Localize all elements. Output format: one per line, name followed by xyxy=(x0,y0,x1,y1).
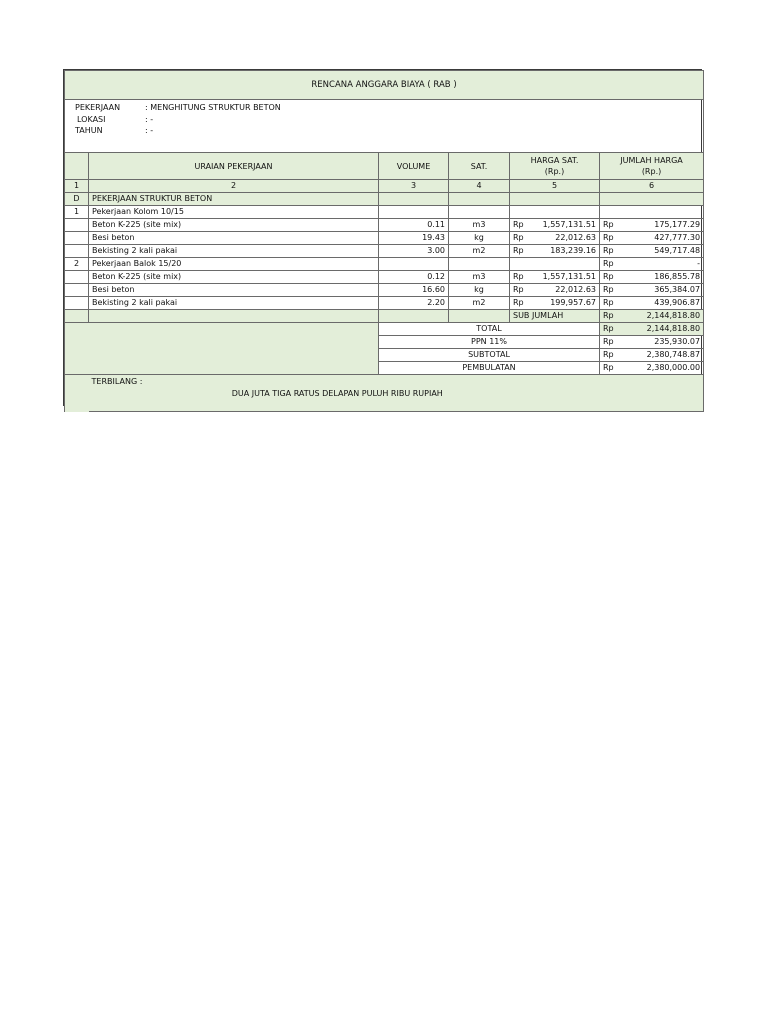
row-volume: 16.60 xyxy=(379,284,449,297)
summary-label: PPN 11% xyxy=(379,336,600,349)
currency-label: Rp xyxy=(603,285,614,294)
col-uraian: URAIAN PEKERJAAN xyxy=(89,153,379,180)
row-volume xyxy=(379,258,449,271)
row-harga xyxy=(510,232,600,245)
currency-label: Rp xyxy=(513,285,524,294)
row-jumlah xyxy=(600,258,704,271)
currency-label: Rp xyxy=(603,246,614,255)
lokasi-line xyxy=(75,114,693,126)
col-harga-sat-line1: HARGA SAT. xyxy=(530,156,579,165)
row-jumlah-value: 365,384.07 xyxy=(654,285,701,294)
row-jumlah xyxy=(600,297,704,310)
title-row xyxy=(65,71,704,100)
section-row xyxy=(65,193,704,206)
row-uraian: Bekisting 2 kali pakai xyxy=(89,297,379,310)
row-sat: m2 xyxy=(449,245,510,258)
row-jumlah xyxy=(600,206,704,219)
row-harga xyxy=(510,271,600,284)
row-harga-value: 199,957.67 xyxy=(550,298,596,307)
row-volume: 2.20 xyxy=(379,297,449,310)
row-jumlah-value: 427,777.30 xyxy=(654,233,701,242)
table-row xyxy=(65,297,704,310)
tahun-label: TAHUN xyxy=(75,126,103,135)
terbilang-row xyxy=(65,375,704,412)
currency-label: Rp xyxy=(603,233,614,242)
currency-label: Rp xyxy=(603,337,614,346)
summary-amount xyxy=(600,362,704,375)
row-volume: 19.43 xyxy=(379,232,449,245)
row-jumlah xyxy=(600,284,704,297)
row-uraian: Besi beton xyxy=(89,284,379,297)
col-number: 2 xyxy=(89,180,379,193)
currency-label: Rp xyxy=(603,272,614,281)
table-row xyxy=(65,232,704,245)
row-harga xyxy=(510,284,600,297)
currency-label: Rp xyxy=(513,233,524,242)
item-rows xyxy=(65,206,704,310)
row-jumlah-value: - xyxy=(697,259,701,268)
row-jumlah-value: 186,855.78 xyxy=(654,272,701,281)
row-jumlah xyxy=(600,232,704,245)
currency-label: Rp xyxy=(603,259,614,268)
row-harga-value: 183,239.16 xyxy=(550,246,596,255)
summary-amount xyxy=(600,323,704,336)
row-harga-value: 22,012.63 xyxy=(555,233,596,242)
col-sat: SAT. xyxy=(449,153,510,180)
currency-label: Rp xyxy=(513,272,524,281)
row-no xyxy=(65,284,89,297)
row-no xyxy=(65,245,89,258)
tahun-line xyxy=(75,125,693,137)
col-harga-sat xyxy=(510,153,600,180)
sub-jumlah-label: SUB JUMLAH xyxy=(510,310,600,323)
row-harga xyxy=(510,219,600,232)
row-sat: kg xyxy=(449,232,510,245)
row-sat: m3 xyxy=(449,219,510,232)
col-jumlah-harga xyxy=(600,153,704,180)
row-harga xyxy=(510,206,600,219)
row-jumlah-value: 549,717.48 xyxy=(654,246,701,255)
currency-label: Rp xyxy=(513,246,524,255)
currency-label: Rp xyxy=(603,311,614,320)
row-uraian: Besi beton xyxy=(89,232,379,245)
lokasi-label: LOKASI xyxy=(77,114,106,124)
col-jumlah-line2: (Rp.) xyxy=(641,167,662,176)
row-volume: 3.00 xyxy=(379,245,449,258)
terbilang-label: TERBILANG : xyxy=(91,377,143,386)
summary-amount xyxy=(600,336,704,349)
currency-label: Rp xyxy=(603,363,614,372)
row-uraian: Bekisting 2 kali pakai xyxy=(89,245,379,258)
row-harga-value: 1,557,131.51 xyxy=(542,272,596,281)
terbilang-cell xyxy=(89,375,704,412)
pekerjaan-line xyxy=(75,102,693,114)
rab-sheet xyxy=(63,69,702,406)
currency-label: Rp xyxy=(603,324,614,333)
row-volume xyxy=(379,206,449,219)
table-row xyxy=(65,271,704,284)
row-sat xyxy=(449,206,510,219)
col-number: 1 xyxy=(65,180,89,193)
row-jumlah xyxy=(600,245,704,258)
row-sat: kg xyxy=(449,284,510,297)
row-volume: 0.12 xyxy=(379,271,449,284)
summary-label: TOTAL xyxy=(379,323,600,336)
project-info-row xyxy=(65,100,704,153)
sub-jumlah-amount xyxy=(600,310,704,323)
row-harga xyxy=(510,297,600,310)
row-no: 2 xyxy=(65,258,89,271)
currency-label: Rp xyxy=(603,298,614,307)
column-header-row xyxy=(65,153,704,180)
sub-jumlah-value: 2,144,818.80 xyxy=(646,311,701,320)
row-jumlah-value: 439,906.87 xyxy=(654,298,701,307)
row-harga-value: 22,012.63 xyxy=(555,285,596,294)
col-number: 5 xyxy=(510,180,600,193)
row-volume: 0.11 xyxy=(379,219,449,232)
tahun-value: : - xyxy=(145,126,154,135)
summary-value: 2,380,000.00 xyxy=(646,363,701,372)
row-jumlah-value: 175,177.29 xyxy=(654,220,701,229)
table-row xyxy=(65,245,704,258)
summary-value: 235,930.07 xyxy=(654,337,701,346)
row-sat: m2 xyxy=(449,297,510,310)
row-sat xyxy=(449,258,510,271)
col-number: 3 xyxy=(379,180,449,193)
row-harga xyxy=(510,258,600,271)
row-no xyxy=(65,297,89,310)
col-harga-sat-line2: (Rp.) xyxy=(544,167,565,176)
terbilang-text: DUA JUTA TIGA RATUS DELAPAN PULUH RIBU RUPIAH xyxy=(231,389,443,398)
section-name: PEKERJAAN STRUKTUR BETON xyxy=(89,193,379,206)
row-sat: m3 xyxy=(449,271,510,284)
currency-label: Rp xyxy=(513,220,524,229)
row-jumlah xyxy=(600,219,704,232)
table-row xyxy=(65,284,704,297)
col-number: 6 xyxy=(600,180,704,193)
summary-label: PEMBULATAN xyxy=(379,362,600,375)
summary-row xyxy=(65,323,704,336)
summary-amount xyxy=(600,349,704,362)
col-volume: VOLUME xyxy=(379,153,449,180)
rab-table xyxy=(64,70,704,412)
section-code: D xyxy=(65,193,89,206)
sub-jumlah-row xyxy=(65,310,704,323)
currency-label: Rp xyxy=(513,298,524,307)
pekerjaan-label: PEKERJAAN xyxy=(75,103,121,112)
row-uraian: Beton K-225 (site mix) xyxy=(89,219,379,232)
table-row xyxy=(65,219,704,232)
column-number-row xyxy=(65,180,704,193)
row-uraian: Beton K-225 (site mix) xyxy=(89,271,379,284)
row-no xyxy=(65,271,89,284)
page-title: RENCANA ANGGARA BIAYA ( RAB ) xyxy=(65,71,704,100)
table-row xyxy=(65,258,704,271)
row-no xyxy=(65,219,89,232)
row-uraian: Pekerjaan Kolom 10/15 xyxy=(89,206,379,219)
row-harga xyxy=(510,245,600,258)
col-jumlah-line1: JUMLAH HARGA xyxy=(620,156,683,165)
col-number: 4 xyxy=(449,180,510,193)
pekerjaan-value: : MENGHITUNG STRUKTUR BETON xyxy=(145,103,281,112)
summary-blank xyxy=(65,323,379,375)
lokasi-value: : - xyxy=(145,114,154,124)
summary-value: 2,144,818.80 xyxy=(646,324,701,333)
row-no xyxy=(65,232,89,245)
summary-label: SUBTOTAL xyxy=(379,349,600,362)
row-jumlah xyxy=(600,271,704,284)
currency-label: Rp xyxy=(603,220,614,229)
table-row xyxy=(65,206,704,219)
row-no: 1 xyxy=(65,206,89,219)
summary-value: 2,380,748.87 xyxy=(646,350,701,359)
currency-label: Rp xyxy=(603,350,614,359)
row-harga-value: 1,557,131.51 xyxy=(542,220,596,229)
row-uraian: Pekerjaan Balok 15/20 xyxy=(89,258,379,271)
